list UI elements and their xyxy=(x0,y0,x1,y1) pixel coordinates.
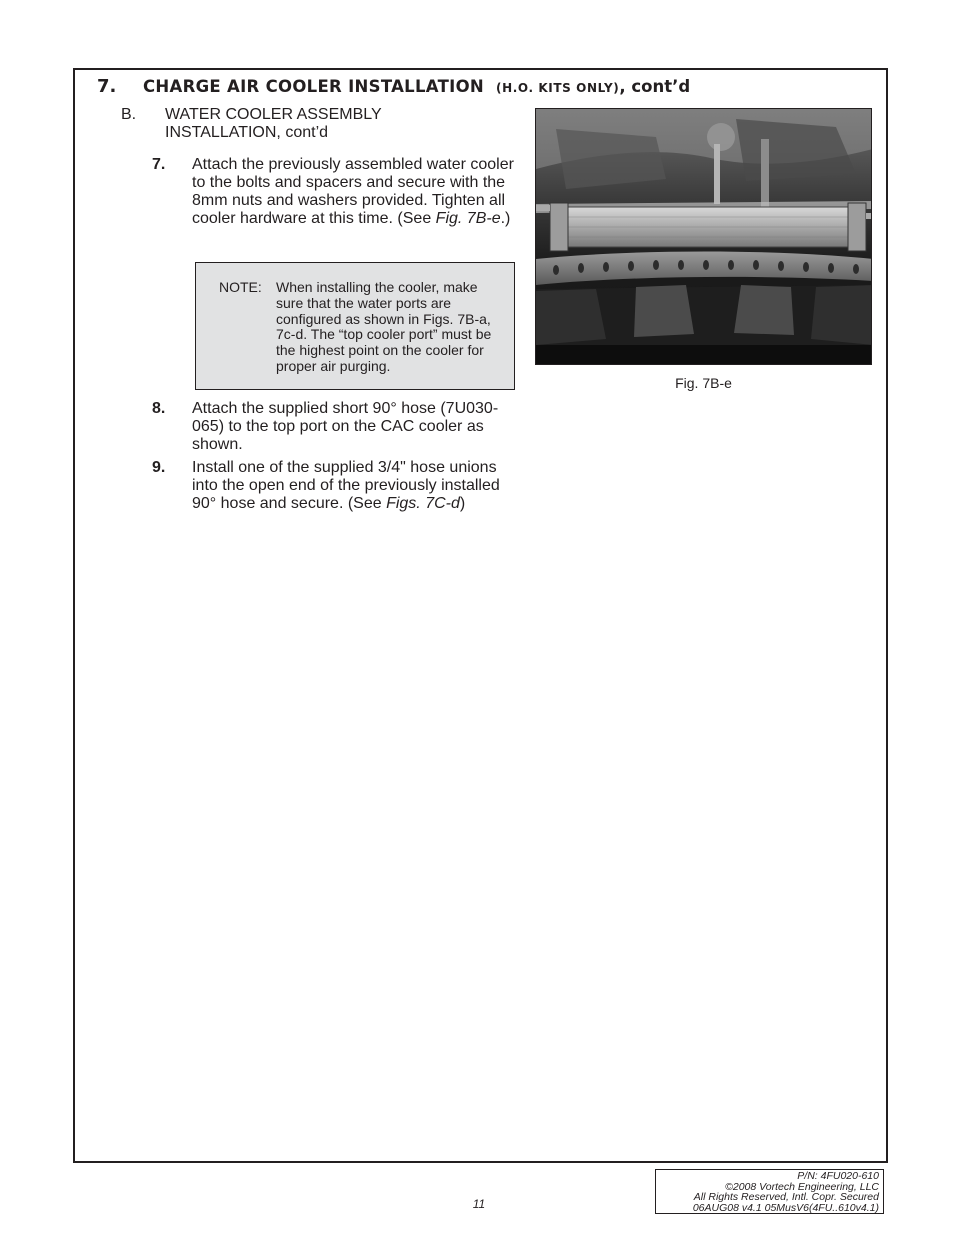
step-text xyxy=(192,459,522,513)
figure-reference: Fig. 7B-e xyxy=(435,210,501,227)
cooler-photo-illustration xyxy=(536,109,872,365)
step-number: 8. xyxy=(152,400,166,417)
figure-photo xyxy=(535,108,872,365)
subsection-title-line1: WATER COOLER ASSEMBLY xyxy=(165,106,382,123)
figure-caption: Fig. 7B-e xyxy=(675,375,732,391)
step-body: Attach the previously assembled water cooler to the bolts and spacers and secure with the 8mm nuts and washers provided. Tighten all cooler hardware at this time. (See xyxy=(192,156,514,227)
note-text: When installing the cooler, make sure that the water ports are configured as shown in Figs. 7B-a, 7c-d. The “top cooler port” must be the highest point on the cooler for proper air purging. xyxy=(276,279,492,374)
footer-rights: All Rights Reserved, Intl. Copr. Secured xyxy=(693,1191,879,1203)
subsection-title-line2: INSTALLATION, cont’d xyxy=(165,124,329,141)
note-box xyxy=(195,262,515,390)
footer-version: 06AUG08 v4.1 05MusV6(4FU..610v4.1) xyxy=(692,1201,879,1214)
note-label: NOTE: xyxy=(219,279,262,295)
step-text: Attach the supplied short 90° hose (7U030-065) to the top port on the CAC cooler as shown. xyxy=(192,400,499,453)
section-number: 7. xyxy=(97,76,117,97)
section-subtitle: (H.O. KITS ONLY) xyxy=(496,81,620,95)
subsection-letter: B. xyxy=(121,106,137,123)
step-number: 7. xyxy=(152,156,166,173)
subsection-title xyxy=(165,106,465,142)
section-heading: CHARGE AIR COOLER INSTALLATION xyxy=(143,77,485,96)
footer-copyright-box xyxy=(655,1169,884,1214)
step-text xyxy=(192,156,522,228)
step-end: .) xyxy=(500,210,511,227)
step-number: 9. xyxy=(152,459,166,476)
step-body: Install one of the supplied 3/4" hose unions into the open end of the previously installed 90° hose and secure. (See xyxy=(192,459,500,512)
figure-reference: Figs. 7C-d xyxy=(386,495,460,512)
section-suffix: , cont’d xyxy=(619,77,691,96)
step-end: ) xyxy=(459,495,466,512)
footer-copyright: ©2008 Vortech Engineering, LLC xyxy=(725,1180,879,1193)
page-number: 11 xyxy=(472,1197,486,1211)
footer-part-number: P/N: 4FU020-610 xyxy=(797,1170,879,1182)
section-title xyxy=(97,76,690,99)
